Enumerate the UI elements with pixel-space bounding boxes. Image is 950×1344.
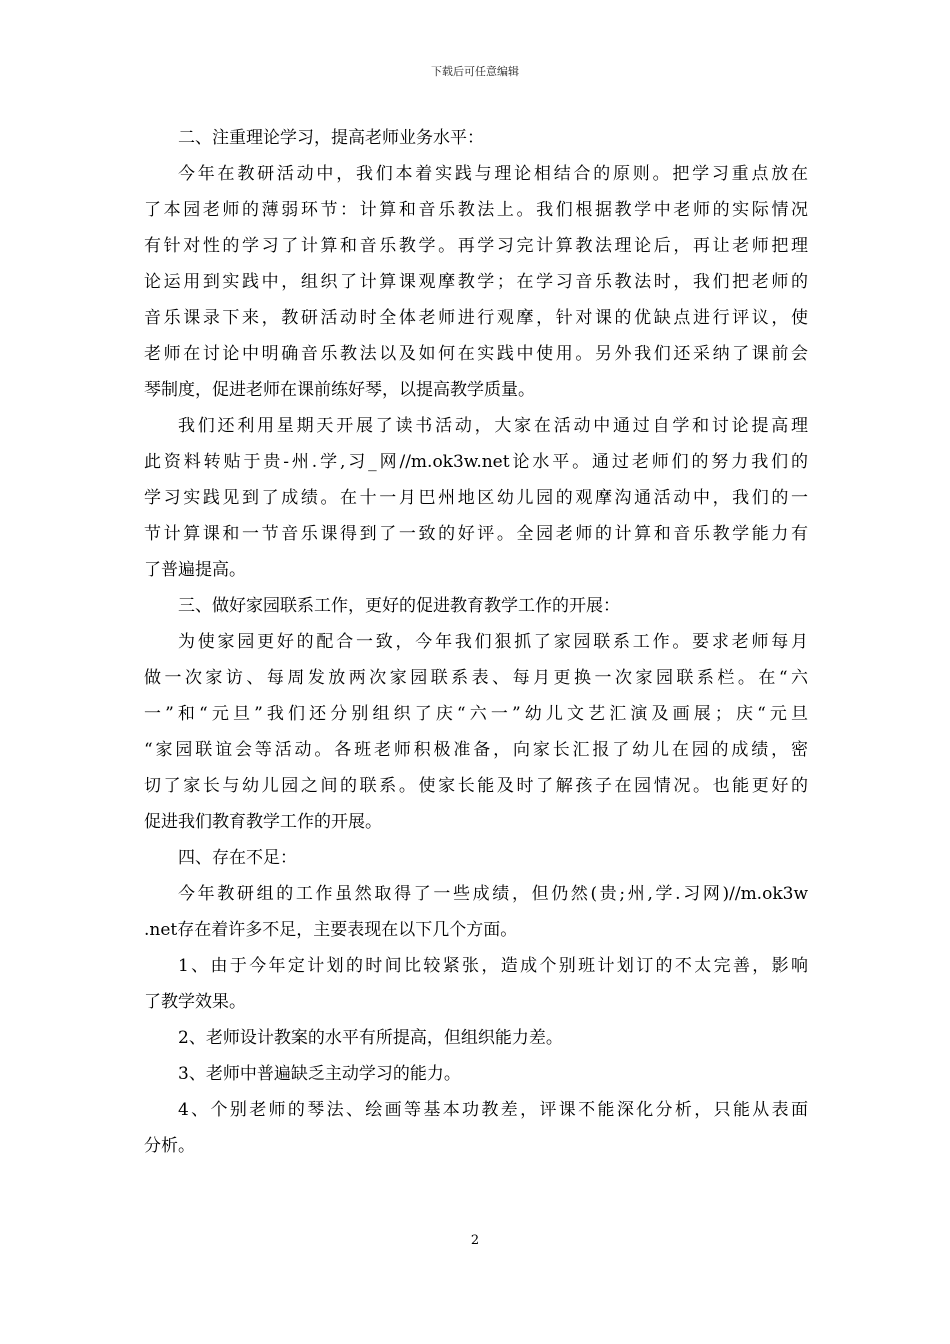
- text-line: 二、注重理论学习，提高老师业务水平：: [178, 128, 484, 148]
- text-line: 切了家长与幼儿园之间的联系。使家长能及时了解孩子在园情况。也能更好的: [144, 776, 808, 796]
- text-line: 2、老师设计教案的水平有所提高，但组织能力差。: [178, 1028, 563, 1048]
- text-line: 四、存在不足：: [178, 848, 297, 868]
- text-line: 1、由于今年定计划的时间比较紧张，造成个别班计划订的不太完善，影响: [178, 956, 808, 976]
- text-line: 一”和“元旦”我们还分别组织了庆“六一”幼儿文艺汇演及画展；庆“元旦: [144, 704, 808, 724]
- text-line: 为使家园更好的配合一致，今年我们狠抓了家园联系工作。要求老师每月: [178, 632, 808, 652]
- text-line: 了本园老师的薄弱环节：计算和音乐教法上。我们根据教学中老师的实际情况: [144, 200, 808, 220]
- text-line: 4、个别老师的琴法、绘画等基本功教差，评课不能深化分析，只能从表面: [178, 1100, 808, 1120]
- text-line: 今年在教研活动中，我们本着实践与理论相结合的原则。把学习重点放在: [178, 164, 808, 184]
- text-line: 促进我们教育教学工作的开展。: [144, 812, 382, 832]
- text-line: 今年教研组的工作虽然取得了一些成绩，但仍然(贵;州,学.习网)//m.ok3w: [178, 884, 808, 904]
- page-header: 下载后可任意编辑: [431, 65, 519, 78]
- text-line: .net存在着许多不足，主要表现在以下几个方面。: [144, 920, 518, 940]
- text-line: 3、老师中普遍缺乏主动学习的能力。: [178, 1064, 461, 1084]
- text-line: “家园联谊会等活动。各班老师积极准备，向家长汇报了幼儿在园的成绩，密: [144, 740, 808, 760]
- document-body: [144, 120, 808, 1164]
- page-number: 2: [470, 1233, 480, 1248]
- text-line: 做一次家访、每周发放两次家园联系表、每月更换一次家园联系栏。在“六: [144, 668, 808, 688]
- text-line: 有针对性的学习了计算和音乐教学。再学习完计算教法理论后，再让老师把理: [144, 236, 808, 256]
- text-line: 学习实践见到了成绩。在十一月巴州地区幼儿园的观摩沟通活动中，我们的一: [144, 488, 808, 508]
- text-line: 节计算课和一节音乐课得到了一致的好评。全园老师的计算和音乐教学能力有: [144, 524, 808, 544]
- text-line: 音乐课录下来，教研活动时全体老师进行观摩，针对课的优缺点进行评议，使: [144, 308, 808, 328]
- text-line: 老师在讨论中明确音乐教法以及如何在实践中使用。另外我们还采纳了课前会: [144, 344, 808, 364]
- text-line: 了普遍提高。: [144, 560, 246, 580]
- text-line: 琴制度，促进老师在课前练好琴，以提高教学质量。: [144, 380, 535, 400]
- text-line: 分析。: [144, 1136, 195, 1156]
- text-line: 此资料转贴于贵-州.学,习_网//m.ok3w.net论水平。通过老师们的努力我们的: [144, 452, 808, 472]
- text-line: 我们还利用星期天开展了读书活动，大家在活动中通过自学和讨论提高理: [178, 416, 808, 436]
- text-line: 了教学效果。: [144, 992, 246, 1012]
- text-line: 论运用到实践中，组织了计算课观摩教学；在学习音乐教法时，我们把老师的: [144, 272, 808, 292]
- text-line: 三、做好家园联系工作，更好的促进教育教学工作的开展：: [178, 596, 620, 616]
